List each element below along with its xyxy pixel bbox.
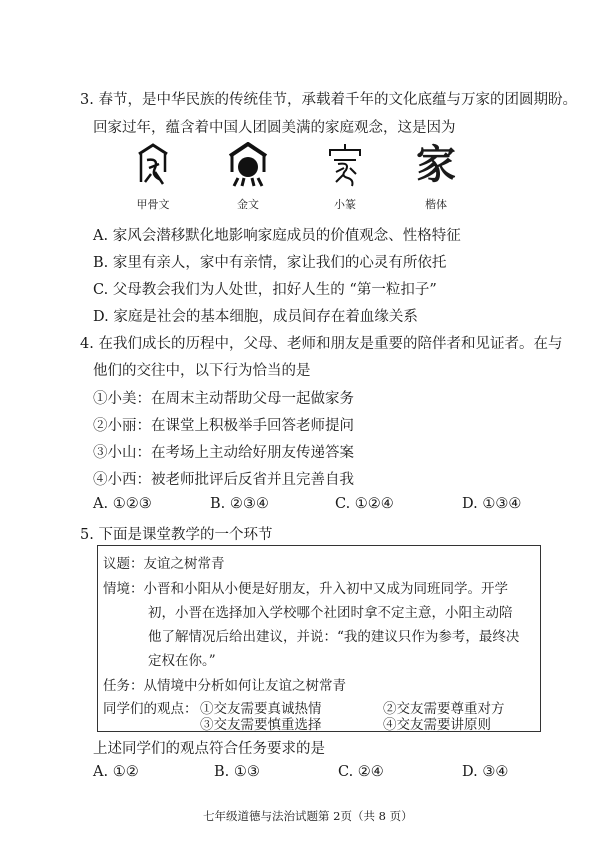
q4-item-4: ④小西：被老师批评后反省并且完善自我 (93, 472, 354, 488)
q5-task: 任务：从情境中分析如何让友谊之树常青 (103, 678, 346, 694)
q5-scene-line1: 情境：小晋和小阳从小便是好朋友，升入初中又成为同班同学。开学 (103, 581, 508, 597)
oracle-bone-glyph-icon (133, 142, 173, 188)
q5-choice-c: C. ②④ (338, 764, 384, 780)
q4-stem-line2: 他们的交往中，以下行为恰当的是 (93, 363, 311, 379)
q3-option-b: B. 家里有亲人，家中有亲情，家让我们的心灵有所依托 (93, 255, 447, 271)
regular-script-glyph: 家 (416, 141, 456, 188)
q5-view-4: ④交友需要讲原则 (383, 717, 491, 733)
bronze-label: 金文 (237, 198, 259, 211)
small-seal-glyph-icon (324, 142, 366, 188)
q5-stem: 5. 下面是课堂教学的一个环节 (80, 527, 273, 543)
regular-script-label: 楷体 (425, 198, 447, 211)
q4-item-3: ③小山：在考场上主动给好朋友传递答案 (93, 445, 354, 461)
q3-option-c: C. 父母教会我们为人处世，扣好人生的 “第一粒扣子” (93, 282, 437, 298)
q3-stem-line2: 回家过年，蕴含着中国人团圆美满的家庭观念，这是因为 (93, 120, 456, 136)
q3-option-a: A. 家风会潜移默化地影响家庭成员的价值观念、性格特征 (93, 228, 461, 244)
q4-choice-a: A. ①②③ (93, 496, 152, 512)
q5-scene-line3: 他了解情况后给出建议，并说：“我的建议只作为参考，最终决 (148, 629, 520, 645)
q3-stem-line1: 3. 春节，是中华民族的传统佳节，承载着千年的文化底蕴与万家的团圆期盼。 (80, 92, 577, 108)
q4-stem-line1: 4. 在我们成长的历程中，父母、老师和朋友是重要的陪伴者和见证者。在与 (80, 336, 563, 352)
q4-choice-b: B. ②③④ (210, 496, 269, 512)
q5-view-1: ①交友需要真诚热情 (200, 701, 322, 717)
q5-choice-a: A. ①② (93, 764, 139, 780)
q5-views-label: 同学们的观点： (103, 701, 198, 717)
q5-view-3: ③交友需要慎重选择 (200, 717, 322, 733)
page-footer: 七年级道德与法治试题第 2页（共 8 页） (203, 809, 413, 823)
oracle-bone-label: 甲骨文 (136, 198, 170, 211)
q5-view-2: ②交友需要尊重对方 (383, 701, 505, 717)
q5-scene-line2: 初，小晋在选择加入学校哪个社团时拿不定主意，小阳主动陪 (148, 605, 513, 621)
q5-choice-d: D. ③④ (462, 764, 509, 780)
small-seal-label: 小篆 (334, 198, 356, 211)
q4-choice-c: C. ①②④ (335, 496, 394, 512)
q4-item-1: ①小美：在周末主动帮助父母一起做家务 (93, 391, 354, 407)
q5-topic: 议题：友谊之树常青 (103, 556, 225, 572)
q3-option-d: D. 家庭是社会的基本细胞，成员间存在着血缘关系 (93, 309, 418, 325)
q5-question: 上述同学们的观点符合任务要求的是 (93, 741, 325, 757)
script-evolution-row (0, 142, 613, 212)
q4-choice-d: D. ①③④ (462, 496, 522, 512)
q5-choice-b: B. ①③ (214, 764, 260, 780)
q5-scene-line4: 定权在你。” (148, 653, 216, 669)
q4-item-2: ②小丽：在课堂上积极举手回答老师提问 (93, 418, 354, 434)
bronze-glyph-icon (226, 142, 270, 188)
